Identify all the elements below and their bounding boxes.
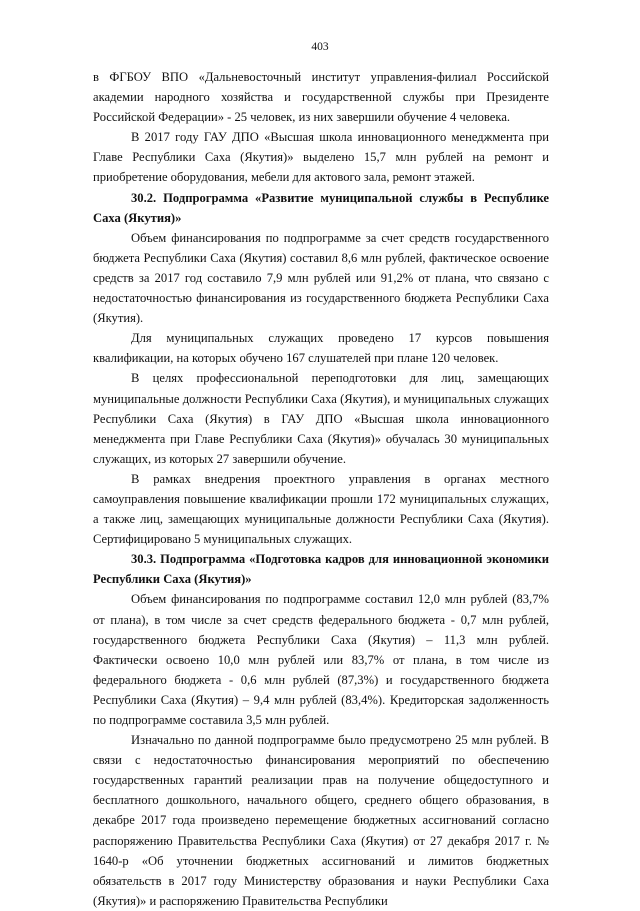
paragraph-30-3-reallocation: Изначально по данной подпрограмме было предусмотрено 25 млн рублей. В связи с недостаточностью финансирования мероприятий по обеспечению государственных гарантий реализации прав на получение общедоступного и бесплатного дошкольного, начального общего, среднего общего образования, в декабре 2017 года произведено перемещение бюджетных ассигнований согласно распоряжению Правительства Республики Саха (Якутия) от 27 декабря 2017 г. № 1640-р «Об уточнении бюджетных ассигнований и лимитов бюджетных обязательств в 2017 году Министерству образования и науки Республики Саха (Якутия)» и распоряжению Правительства Республики — [93, 733, 549, 908]
paragraph-30-3-financing: Объем финансирования по подпрограмме составил 12,0 млн рублей (83,7% от плана), в том числе за счет средств федерального бюджета - 0,7 млн рублей, государственного бюджета Республики Саха (Якутия) – 11,3 млн рублей. Фактически освоено 10,0 млн рублей или 83,7% от плана, в том числе из федерального бюджета - 0,6 млн рублей (87,3%) и государственного бюджета Республики Саха (Якутия) – 9,4 млн рублей (83,4%). Кредиторская задолженность по подпрограмме составила 3,5 млн рублей. — [93, 592, 549, 727]
paragraph-30-2-project-management: В рамках внедрения проектного управления в органах местного самоуправления повышение квалификации прошли 172 муниципальных служащих, а также лиц, замещающих муниципальные должности Республики Саха (Якутия). Сертифицировано 5 муниципальных служащих. — [93, 471, 549, 547]
section-heading-30-3: 30.3. Подпрограмма «Подготовка кадров для инновационной экономики Республики Саха (Якутия)» — [93, 552, 549, 587]
paragraph-continuation: в ФГБОУ ВПО «Дальневосточный институт управления-филиал Российской академии народного хозяйства и государственной службы при Президенте Российской Федерации» - 25 человек, из них завершили обучение 4 человека. — [93, 70, 549, 125]
paragraph-30-2-retraining: В целях профессиональной переподготовки для лиц, замещающих муниципальные должности Республики Саха (Якутия), и муниципальных служащих Республики Саха (Якутия) в ГАУ ДПО «Высшая школа инновационного менеджмента при Главе Республики Саха (Якутия)» обучалась 30 муниципальных служащих, из которых 27 завершили обучение. — [93, 371, 549, 466]
paragraph-30-2-financing: Объем финансирования по подпрограмме за счет средств государственного бюджета Республики Саха (Якутия) составил 8,6 млн рублей, фактическое освоение средств за 2017 год составило 7,9 млн рублей или 91,2% от плана, что связано с недостаточностью финансирования из государственного бюджета Республики Саха (Якутия). — [93, 230, 549, 326]
paragraph-renovation-funding: В 2017 году ГАУ ДПО «Высшая школа инновационного менеджмента при Главе Республики Саха (Якутия)» выделено 15,7 млн рублей на ремонт и приобретение оборудования, мебели для актового зала, ремонт этажей. — [93, 130, 549, 185]
page-body — [93, 67, 549, 911]
paragraph-30-2-courses: Для муниципальных служащих проведено 17 курсов повышения квалификации, на которых обучено 167 слушателей при плане 120 человек. — [93, 331, 549, 366]
page-number: 403 — [311, 41, 329, 53]
section-heading-30-2: 30.2. Подпрограмма «Развитие муниципальной службы в Республике Саха (Якутия)» — [93, 190, 549, 225]
